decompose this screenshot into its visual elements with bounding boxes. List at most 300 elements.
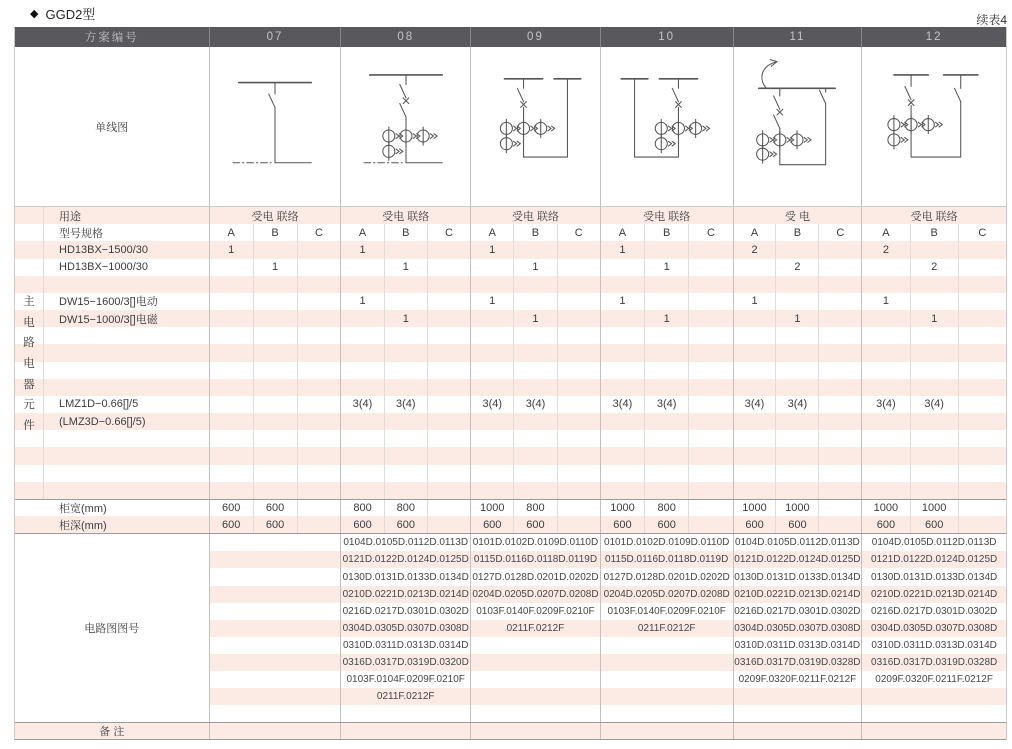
subcol-header-B: B: [910, 224, 958, 241]
component-row-label: [15, 379, 209, 396]
value-cell: [427, 241, 470, 258]
circuit-numbers-column-09: [470, 534, 600, 722]
scheme-cells-08: [340, 310, 470, 327]
single-line-diagram-11: [733, 47, 862, 206]
value-cell: [688, 430, 732, 447]
circuit-line-empty: [210, 705, 341, 722]
circuit-line-empty: [210, 603, 341, 620]
empty-row: [15, 482, 1006, 499]
subcol-header-B: B: [513, 224, 556, 241]
scheme-cells-11: [733, 310, 862, 327]
value-cell: [427, 516, 470, 533]
empty-row: [15, 447, 1006, 464]
value-cell: [253, 482, 297, 499]
circuit-line: 0204D.0205D.0207D.0208D: [471, 586, 600, 603]
scheme-cells-10: [600, 362, 733, 379]
scheme-cells-08: [340, 241, 470, 258]
value-cell: [910, 413, 958, 430]
empty-row: [15, 276, 1006, 293]
scheme-cells-12: [861, 516, 1006, 533]
circuit-line: 0211F.0212F: [341, 688, 470, 705]
subcol-header-C: C: [818, 224, 861, 241]
value-cell: [471, 362, 513, 379]
scheme-cells-11: [733, 259, 862, 276]
circuit-line: 0130D.0131D.0133D.0134D: [871, 571, 998, 583]
scheme-cells-08: [340, 413, 470, 430]
circuit-line: 0316D.0317D.0319D.0328D: [862, 654, 1006, 671]
value-cell: 1: [384, 310, 427, 327]
value-cell: [688, 482, 732, 499]
value-cell: [384, 241, 427, 258]
scheme-cells-11: [733, 362, 862, 379]
scheme-cells-07: [209, 276, 341, 293]
usage-row: [15, 207, 1006, 224]
value-cell: [427, 430, 470, 447]
value-cell: [601, 447, 644, 464]
value-cell: [862, 413, 909, 430]
scheme-cells-09: [470, 482, 600, 499]
scheme-cells-09: [470, 413, 600, 430]
value-cell: [471, 310, 513, 327]
value-cell: 600: [253, 516, 297, 533]
value-cell: [427, 310, 470, 327]
scheme-cells-10: [600, 482, 733, 499]
value-cell: 600: [483, 518, 502, 531]
value-cell: [253, 396, 297, 413]
value-cell: [818, 430, 861, 447]
value-cell: [818, 379, 861, 396]
scheme-cells-11: [733, 344, 862, 361]
remarks-row: [15, 722, 1006, 740]
scheme-cells-10: [600, 500, 733, 516]
value-cell: 600: [613, 518, 632, 531]
value-cell: [297, 362, 341, 379]
value-cell: [958, 516, 1006, 533]
value-cell: [958, 447, 1006, 464]
value-cell: [557, 327, 600, 344]
scheme-cells-08: [340, 327, 470, 344]
value-cell: [958, 362, 1006, 379]
scheme-cells-10: [600, 516, 733, 533]
scheme-cells-07: [209, 259, 341, 276]
value-cell: 1: [253, 259, 297, 276]
value-cell: [557, 396, 600, 413]
value-cell: [427, 362, 470, 379]
scheme-cells-09: [470, 259, 600, 276]
value-cell: [427, 276, 470, 293]
circuit-line-empty: [210, 688, 341, 705]
scheme-cells-10: [600, 465, 733, 482]
circuit-line: 0210D.0221D.0213D.0214D: [341, 586, 470, 603]
value-cell: 3(4): [482, 398, 503, 411]
scheme-subcols-10: [600, 224, 733, 241]
circuit-line-empty: [210, 654, 341, 671]
value-cell: [644, 413, 688, 430]
value-cell: [341, 413, 383, 430]
value-cell: [601, 482, 644, 499]
page-title: [30, 4, 95, 23]
remarks-cell-11: [733, 723, 862, 739]
value-cell: [862, 276, 909, 293]
value-cell: [297, 379, 341, 396]
scheme-cells-11: [733, 413, 862, 430]
value-cell: [513, 482, 556, 499]
value-cell: [775, 362, 818, 379]
value-cell: 600: [384, 516, 427, 533]
scheme-cells-11: [733, 516, 862, 533]
single-line-diagram-09: [470, 47, 600, 206]
value-cell: [297, 430, 341, 447]
scheme-cells-12: [861, 413, 1006, 430]
circuit-line-empty: [601, 654, 733, 671]
circuit-line: 0211F.0212F: [471, 620, 600, 637]
circuit-line: 0209F.0320F.0211F.0212F: [738, 674, 857, 686]
value-cell: [341, 430, 383, 447]
scheme-cells-08: [340, 259, 470, 276]
value-cell: [688, 241, 732, 258]
scheme-column-header-08: 08: [340, 27, 470, 47]
value-cell: 1000: [610, 502, 635, 514]
value-cell: [427, 379, 470, 396]
circuit-line: 0304D.0305D.0307D.0308D: [734, 620, 862, 637]
component-row: [15, 413, 1006, 430]
value-cell: [644, 241, 688, 258]
component-row-label: (LMZ3D−0.66[]/5): [59, 415, 146, 428]
value-cell: 1: [619, 243, 626, 256]
value-cell: [513, 413, 556, 430]
empty-row: [15, 327, 1006, 344]
value-cell: [513, 293, 556, 310]
value-cell: [818, 293, 861, 310]
circuit-line-empty: [471, 671, 600, 688]
value-cell: 3(4): [612, 398, 633, 411]
value-cell: [958, 241, 1006, 258]
value-cell: [210, 276, 253, 293]
circuit-line-empty: [601, 671, 733, 688]
value-cell: [210, 396, 253, 413]
circuit-line: 0310D.0311D.0313D.0314D: [342, 639, 469, 651]
value-cell: [775, 276, 818, 293]
value-cell: [644, 362, 688, 379]
remarks-cell-08: [340, 723, 470, 739]
value-cell: [427, 344, 470, 361]
value-cell: [513, 465, 556, 482]
circuit-line: 0127D.0128D.0201D.0202D: [603, 571, 730, 583]
value-cell: 1: [228, 243, 235, 256]
value-cell: 3(4): [644, 396, 688, 413]
value-cell: 1: [359, 243, 366, 256]
scheme-subcols-12: [861, 224, 1006, 241]
value-cell: [601, 259, 644, 276]
scheme-subcols-08: [340, 224, 470, 241]
scheme-cells-10: [600, 413, 733, 430]
scheme-cells-08: [340, 293, 470, 310]
spec-row-label: 型号规格: [59, 227, 103, 240]
scheme-cells-09: [470, 293, 600, 310]
value-cell: [297, 344, 341, 361]
circuit-line-empty: [210, 586, 341, 603]
circuit-line: 0130D.0131D.0133D.0134D: [342, 571, 469, 583]
scheme-cells-12: [861, 327, 1006, 344]
component-row-label: HD13BX−1500/30: [59, 243, 148, 256]
remarks-cell-07: [209, 723, 341, 739]
value-cell: [775, 465, 818, 482]
scheme-cells-12: [861, 310, 1006, 327]
value-cell: [910, 344, 958, 361]
subcol-header-A: A: [750, 226, 759, 239]
value-cell: [958, 259, 1006, 276]
scheme-number-header: 方案编号: [84, 32, 139, 44]
value-cell: 1000: [480, 502, 505, 514]
value-cell: 800: [384, 500, 427, 516]
circuit-line: 0304D.0305D.0307D.0308D: [862, 620, 1006, 637]
value-cell: [471, 430, 513, 447]
subcol-header-A: A: [488, 226, 496, 239]
empty-row: [15, 379, 1006, 396]
scheme-cells-12: [861, 259, 1006, 276]
value-cell: [384, 465, 427, 482]
scheme-cells-09: [470, 430, 600, 447]
value-cell: [341, 344, 383, 361]
value-cell: [910, 362, 958, 379]
scheme-cells-08: [340, 482, 470, 499]
component-row: [15, 396, 1006, 413]
value-cell: 2: [751, 243, 758, 256]
circuit-line: 0310D.0311D.0313D.0314D: [871, 639, 997, 651]
value-cell: [253, 344, 297, 361]
component-row-label: [15, 465, 209, 482]
value-cell: 1000: [742, 502, 767, 514]
circuit-line: 0103F.0140F.0209F.0210F: [476, 605, 595, 617]
value-cell: [688, 362, 732, 379]
value-cell: [427, 447, 470, 464]
value-cell: [775, 344, 818, 361]
value-cell: [775, 327, 818, 344]
component-row-label: DW15−1000/3[]电磁: [59, 313, 158, 326]
scheme-cells-12: [861, 362, 1006, 379]
value-cell: [557, 465, 600, 482]
scheme-cells-12: [861, 276, 1006, 293]
scheme-cells-08: [340, 362, 470, 379]
value-cell: [688, 327, 732, 344]
empty-row: [15, 430, 1006, 447]
value-cell: 1: [644, 259, 688, 276]
value-cell: [513, 430, 556, 447]
value-cell: 2: [910, 259, 958, 276]
scheme-cells-10: [600, 344, 733, 361]
value-cell: [775, 447, 818, 464]
value-cell: [471, 465, 513, 482]
single-line-diagram-08: [340, 47, 470, 206]
scheme-cells-10: [600, 293, 733, 310]
scheme-cells-08: [340, 276, 470, 293]
value-cell: [910, 241, 958, 258]
circuit-line: 0304D.0305D.0307D.0308D: [341, 620, 470, 637]
value-cell: [341, 362, 383, 379]
scheme-cells-09: [470, 344, 600, 361]
value-cell: [427, 293, 470, 310]
scheme-cells-12: [861, 430, 1006, 447]
value-cell: [557, 379, 600, 396]
circuit-line: 0316D.0317D.0319D.0328D: [734, 654, 862, 671]
value-cell: [958, 276, 1006, 293]
value-cell: [297, 276, 341, 293]
component-row-label: [15, 482, 209, 499]
scheme-cells-10: [600, 310, 733, 327]
side-label-char: 件: [23, 419, 35, 432]
value-cell: [427, 259, 470, 276]
value-cell: [253, 430, 297, 447]
circuit-line: 0310D.0311D.0313D.0314D: [734, 639, 861, 651]
value-cell: [253, 327, 297, 344]
value-cell: [513, 447, 556, 464]
circuit-line: 0121D.0122D.0124D.0125D: [862, 551, 1006, 568]
value-cell: [471, 344, 513, 361]
scheme-subcols-11: [733, 224, 862, 241]
value-cell: [910, 327, 958, 344]
scheme-cells-12: [861, 482, 1006, 499]
cabinet-width-row-label: 柜宽(mm): [59, 503, 107, 515]
scheme-cells-07: [209, 465, 341, 482]
scheme-cells-09: [470, 276, 600, 293]
circuit-line: 0121D.0122D.0124D.0125D: [341, 551, 470, 568]
scheme-cells-10: [600, 276, 733, 293]
value-cell: [253, 362, 297, 379]
component-row-label: [15, 344, 209, 361]
continuation-label: 续表4: [976, 13, 1007, 27]
value-cell: [601, 327, 644, 344]
value-cell: [384, 379, 427, 396]
circuit-line: 0316D.0317D.0319D.0320D: [341, 654, 470, 671]
value-cell: [210, 293, 253, 310]
value-cell: [818, 413, 861, 430]
value-cell: [818, 516, 861, 533]
value-cell: [253, 293, 297, 310]
scheme-column-header-07: 07: [209, 27, 341, 47]
value-cell: [341, 447, 383, 464]
scheme-column-header-10: 10: [600, 27, 733, 47]
circuit-line-empty: [734, 705, 862, 722]
circuit-line: 0130D.0131D.0133D.0134D: [734, 571, 861, 583]
component-row-label: [15, 362, 209, 379]
value-cell: [818, 482, 861, 499]
scheme-cells-07: [209, 344, 341, 361]
component-row: [15, 259, 1006, 276]
scheme-cells-11: [733, 430, 862, 447]
value-cell: [297, 396, 341, 413]
scheme-column-header-09: 09: [470, 27, 600, 47]
value-cell: [384, 344, 427, 361]
value-cell: [644, 465, 688, 482]
page-title-text: GGD2型: [45, 7, 96, 22]
value-cell: [958, 500, 1006, 516]
circuit-line-empty: [734, 688, 862, 705]
circuit-line-empty: [210, 620, 341, 637]
value-cell: 1: [619, 295, 626, 308]
value-cell: [297, 465, 341, 482]
value-cell: [734, 482, 776, 499]
scheme-cells-07: [209, 430, 341, 447]
value-cell: [513, 362, 556, 379]
value-cell: 1000: [775, 500, 818, 516]
value-cell: [253, 310, 297, 327]
scheme-cells-07: [209, 362, 341, 379]
scheme-cells-12: [861, 344, 1006, 361]
circuit-line-empty: [210, 671, 341, 688]
value-cell: [734, 276, 776, 293]
scheme-cells-12: [861, 396, 1006, 413]
value-cell: [910, 430, 958, 447]
component-row-label: [15, 430, 209, 447]
side-label-char: 器: [23, 378, 35, 391]
value-cell: [958, 465, 1006, 482]
value-cell: [557, 241, 600, 258]
scheme-cells-07: [209, 482, 341, 499]
scheme-cells-12: [861, 465, 1006, 482]
value-cell: [557, 482, 600, 499]
value-cell: [775, 241, 818, 258]
value-cell: [341, 379, 383, 396]
value-cell: 600: [876, 518, 896, 531]
subcol-header-B: B: [253, 224, 297, 241]
scheme-cells-09: [470, 447, 600, 464]
component-row-label: [15, 327, 209, 344]
value-cell: [471, 276, 513, 293]
value-cell: [557, 516, 600, 533]
value-cell: [644, 276, 688, 293]
value-cell: [958, 293, 1006, 310]
value-cell: [644, 430, 688, 447]
value-cell: 2: [882, 243, 889, 256]
circuit-line: 0216D.0217D.0301D.0302D: [871, 605, 998, 617]
value-cell: [644, 482, 688, 499]
value-cell: [297, 516, 341, 533]
subcol-header-A: A: [882, 226, 890, 239]
value-cell: [734, 447, 776, 464]
scheme-cells-11: [733, 500, 862, 516]
value-cell: [384, 430, 427, 447]
value-cell: [210, 430, 253, 447]
circuit-line: 0210D.0221D.0213D.0214D: [734, 586, 862, 603]
scheme-cells-12: [861, 500, 1006, 516]
value-cell: [601, 276, 644, 293]
value-cell: [910, 379, 958, 396]
value-cell: [910, 482, 958, 499]
scheme-cells-10: [600, 241, 733, 258]
scheme-cells-09: [470, 516, 600, 533]
value-cell: [910, 447, 958, 464]
value-cell: [557, 344, 600, 361]
value-cell: [341, 259, 383, 276]
circuit-line-empty: [341, 705, 470, 722]
usage-value-12: 受电 联络: [861, 207, 1006, 224]
value-cell: [958, 310, 1006, 327]
empty-row: [15, 362, 1006, 379]
value-cell: 1000: [873, 502, 899, 514]
scheme-cells-08: [340, 516, 470, 533]
value-cell: [384, 293, 427, 310]
scheme-cells-10: [600, 447, 733, 464]
scheme-cells-10: [600, 379, 733, 396]
scheme-cells-09: [470, 500, 600, 516]
scheme-cells-10: [600, 430, 733, 447]
scheme-cells-09: [470, 379, 600, 396]
value-cell: 1: [513, 310, 556, 327]
scheme-cells-09: [470, 362, 600, 379]
value-cell: [862, 310, 909, 327]
circuit-numbers-label: 电路图图号: [84, 623, 140, 636]
subcol-header-A: A: [618, 226, 627, 239]
